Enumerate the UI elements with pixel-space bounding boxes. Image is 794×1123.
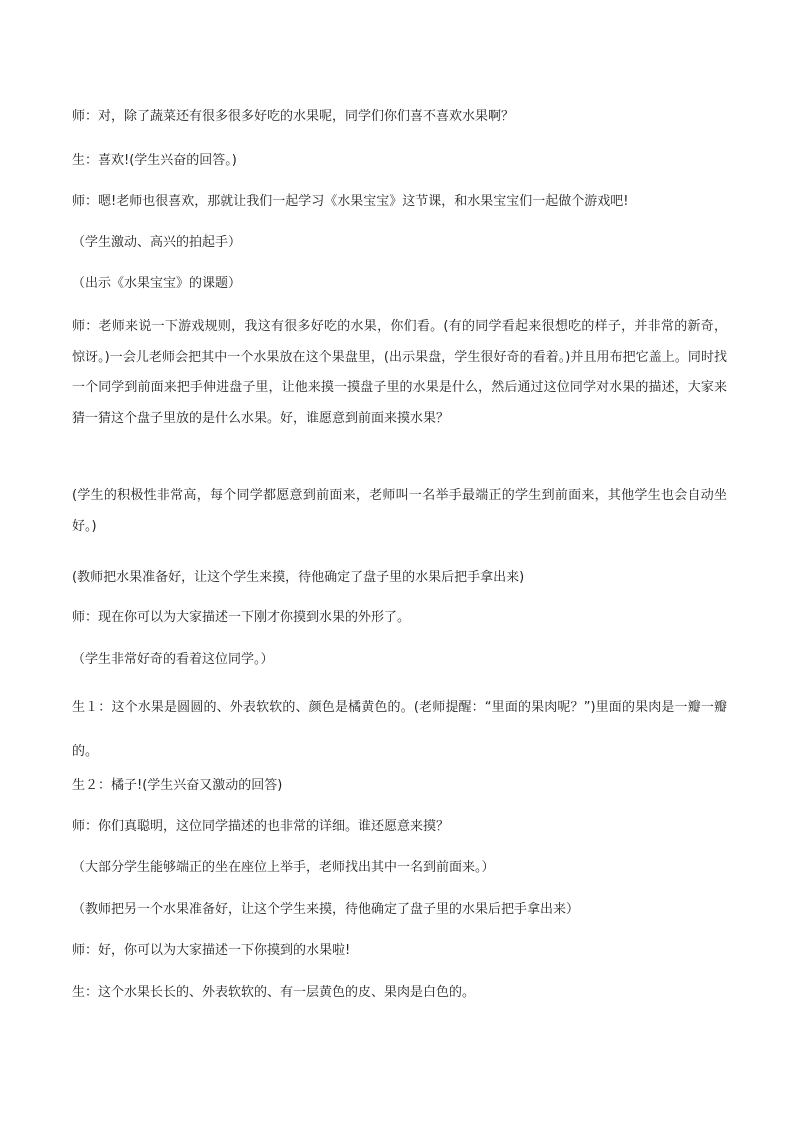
paragraph-1: 师：对，除了蔬菜还有很多很多好吃的水果呢，同学们你们喜不喜欢水果啊？ bbox=[72, 109, 515, 124]
paragraph-5: （出示《水果宝宝》的课题） bbox=[72, 276, 242, 291]
paragraph-4: （学生激动、高兴的拍起手） bbox=[72, 235, 242, 250]
paragraph-14: （大部分学生能够端正的坐在座位上举手，老师找出其中一名到前面来。） bbox=[72, 860, 495, 875]
paragraph-16: 师：好，你可以为大家描述一下你摸到的水果啦! bbox=[72, 943, 351, 958]
paragraph-7: (学生的积极性非常高，每个同学都愿意到前面来，老师叫一名举手最端正的学生到前面来，其他学生也会自动坐好。) bbox=[72, 488, 727, 534]
paragraph-9: 师：现在你可以为大家描述一下刚才你摸到水果的外形了。 bbox=[72, 610, 411, 625]
paragraph-12: 生２：橘子!(学生兴奋又激动的回答) bbox=[72, 778, 283, 793]
paragraph-15: （教师把另一个水果准备好，让这个学生来摸，待他确定了盘子里的水果后把手拿出来） bbox=[72, 902, 580, 917]
paragraph-3: 师：嗯!老师也很喜欢，那就让我们一起学习《水果宝宝》这节课，和水果宝宝们一起做个游戏吧! bbox=[72, 194, 629, 209]
paragraph-11: 生１：这个水果是圆圆的、外表软软的、颜色是橘黄色的。(老师提醒：“里面的果肉呢？”)里面的果肉是一瓣一瓣的。 bbox=[72, 700, 727, 759]
paragraph-6: 师：老师来说一下游戏规则，我这有很多好吃的水果，你们看。(有的同学看起来很想吃的样子，并非常的新奇，惊讶。)一会儿老师会把其中一个水果放在这个果盘里，(出示果盘，学生很好奇的看着。)并且用布把它盖上。同时找一个同学到前面来把手伸进盘子里，让他来摸一摸盘子里的水果是什么，然后通过这位同学对水果的描述，大家来猜一猜这个盘子里放的是什么水果。好，谁愿意到前面来摸水果？ bbox=[72, 319, 727, 426]
paragraph-10: （学生非常好奇的看着这位同学。） bbox=[72, 652, 274, 667]
paragraph-8: (教师把水果准备好，让这个学生来摸，待他确定了盘子里的水果后把手拿出来) bbox=[72, 570, 525, 585]
paragraph-13: 师：你们真聪明，这位同学描述的也非常的详细。谁还愿意来摸？ bbox=[72, 819, 450, 834]
paragraph-2: 生：喜欢!(学生兴奋的回答。) bbox=[72, 153, 237, 168]
paragraph-17: 生：这个水果长长的、外表软软的、有一层黄色的皮、果肉是白色的。 bbox=[72, 985, 476, 1000]
